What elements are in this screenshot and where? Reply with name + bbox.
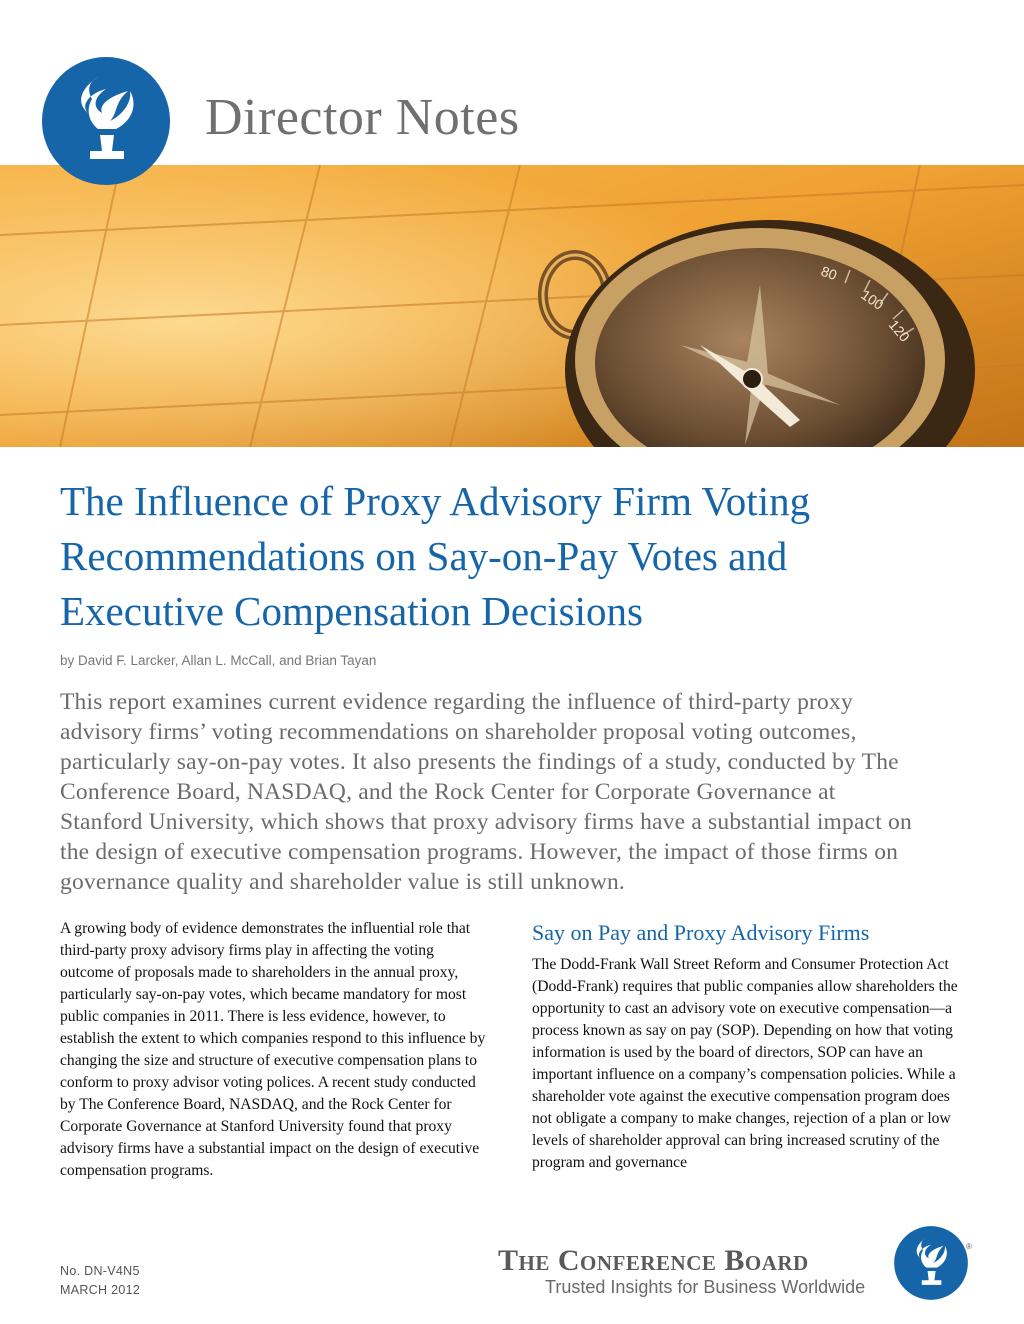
torch-flame-icon: [40, 55, 172, 187]
report-title: The Influence of Proxy Advisory Firm Voting Recommendations on Say-on-Pay Votes and Executive Compensation Decisions: [60, 478, 811, 634]
section-paragraph: The Dodd-Frank Wall Street Reform and Consumer Protection Act (Dodd-Frank) requires that public companies allow shareholders the opportunity to cast an advisory vote on executive compensation—a process known as say on pay (SOP). Depending on how that voting information is used by the board of directors, SOP can have an important influence on a company’s compensation policies. While a shareholder vote against the executive compensation program does not obligate a company to make changes, rejection of a plan or low levels of shareholder approval can bring increased scrutiny of the program and governance: [532, 956, 958, 1171]
registered-mark: ®: [966, 1242, 972, 1251]
banner-image: [0, 165, 1024, 447]
document-date: MARCH 2012: [60, 1283, 141, 1297]
organization-name: The Conference Board: [498, 1244, 809, 1277]
section-heading: Say on Pay and Proxy Advisory Firms: [532, 920, 870, 945]
dial-number-100: 100: [858, 286, 887, 313]
compass-on-map-icon: [0, 165, 1024, 447]
body-left-column: A growing body of evidence demonstrates the influential role that third-party proxy advisory firms play in affecting the voting outcome of proposals made to shareholders in the annual proxy, particularly say-on-pay votes, which became mandatory for most public companies in 2011. There is less evidence, however, to establish the extent to which companies respond to this influence by changing the size and structure of executive compensation plans to conform to proxy advisor voting polices. A recent study conducted by The Conference Board, NASDAQ, and the Rock Center for Corporate Governance at Stanford University found that proxy advisory firms have a substantial impact on the design of executive compensation programs.: [60, 920, 486, 1179]
organization-tagline: Trusted Insights for Business Worldwide: [545, 1277, 866, 1297]
author-byline: by David F. Larcker, Allan L. McCall, and Brian Tayan: [60, 653, 377, 668]
document-meta: [60, 1262, 140, 1300]
document-number: No. DN-V4N5: [60, 1264, 140, 1278]
conference-board-logo-top: [40, 55, 172, 187]
dial-number-80: 80: [818, 262, 840, 284]
torch-flame-icon: [893, 1225, 969, 1301]
body-right-column: [532, 918, 962, 1174]
series-title: Director Notes: [205, 89, 520, 146]
conference-board-logo-bottom: [893, 1225, 969, 1301]
dial-number-120: 120: [885, 316, 913, 345]
report-summary: This report examines current evidence regarding the influence of third-party proxy advisory firms’ voting recommendations on shareholder proposal voting outcomes, particularly say-on-pay votes. It also presents the findings of a study, conducted by The Conference Board, NASDAQ, and the Rock Center for Corporate Governance at Stanford University, which shows that proxy advisory firms have a substantial impact on the design of executive compensation programs. However, the impact of those firms on governance quality and shareholder value is still unknown.: [60, 689, 912, 895]
